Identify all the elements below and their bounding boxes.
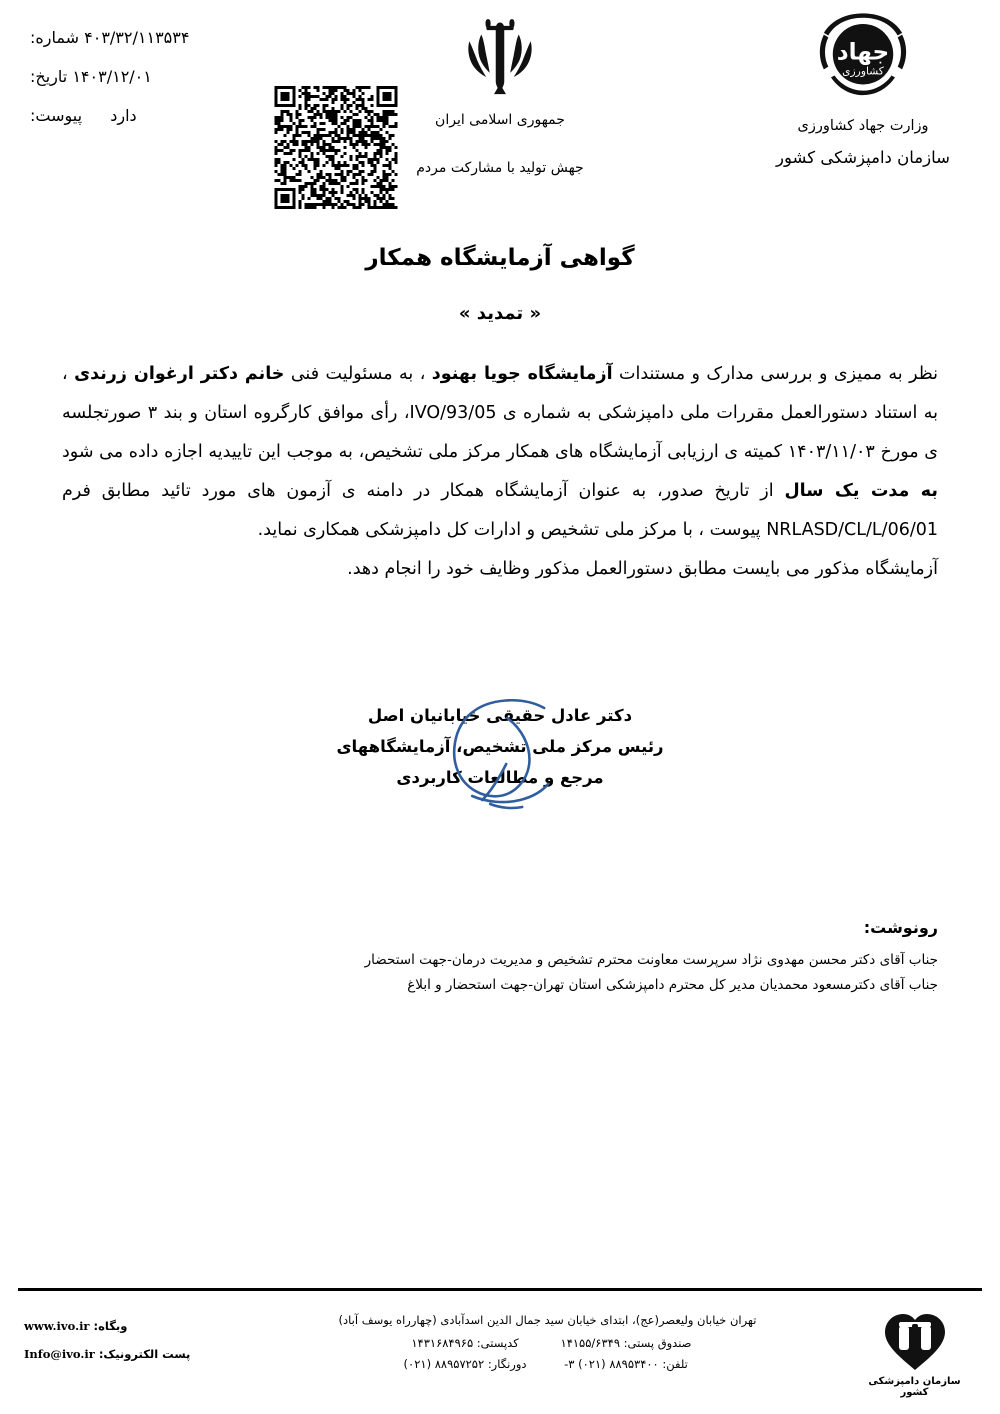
document-meta [30, 30, 280, 147]
footer-contact-grid [263, 1333, 832, 1375]
signer-name: دکتر عادل حقیقی خیابانیان اصل [367, 706, 633, 725]
page-title: گواهی آزمایشگاه همکار [365, 245, 635, 271]
footer-email-row[interactable] [24, 1340, 234, 1368]
footer-fax-row [404, 1354, 527, 1375]
signature-block [0, 700, 1000, 793]
meta-date-row [30, 69, 280, 85]
footer-phone-row [561, 1354, 692, 1375]
footer-website-label: وبگاه: [93, 1319, 128, 1333]
body-text-1: نظر به ممیزی و بررسی مدارک و مستندات [612, 364, 938, 384]
organization-name: سازمان دامپزشکی کشور [776, 148, 950, 168]
meeting-date: ۱۴۰۳/۱۱/۰۳ [787, 442, 875, 462]
qr-code[interactable] [272, 86, 400, 209]
qr-code-graphic [272, 86, 400, 209]
footer-logo-caption: سازمان دامپزشکی کشور [868, 1376, 961, 1398]
header-right-organization [748, 8, 978, 173]
meta-number-row [30, 30, 280, 46]
iran-national-emblem [457, 14, 543, 106]
footer-web-block [24, 1312, 234, 1368]
cc-item: جناب آقای دکترمسعود محمدیان مدیر کل محترم دامپزشکی استان تهران-جهت استحضار و ابلاغ [407, 977, 938, 993]
technical-manager-name: خانم دکتر ارغوان زرندی [74, 364, 285, 384]
footer-phone-label: تلفن: [662, 1357, 688, 1371]
footer-postal-code-row [404, 1333, 527, 1354]
country-name: جمهوری اسلامی ایران [435, 112, 565, 128]
meta-date-value: ۱۴۰۳/۱۲/۰۱ [72, 67, 152, 86]
footer-fax-label: دورنگار: [487, 1357, 527, 1371]
meta-date-label: تاریخ: [30, 67, 68, 86]
jahad-keshavarzi-emblem [809, 8, 917, 104]
footer-website-row[interactable] [24, 1312, 234, 1340]
meta-number-value: ۴۰۳/۳۲/۱۱۳۵۳۴ [84, 28, 190, 47]
footer-divider [18, 1288, 982, 1291]
footer-contact-col-right [561, 1333, 692, 1375]
ministry-name: وزارت جهاد کشاورزی [797, 118, 929, 134]
meta-attachment-row [30, 108, 280, 124]
footer-fax-value: ۸۸۹۵۷۲۵۲ (۰۲۱) [403, 1357, 485, 1371]
validity-duration: به مدت یک سال [784, 481, 938, 501]
footer-email-label: پست الکترونیک: [98, 1347, 191, 1361]
signer-title-line-2: مرجع و مطالعات کاربردی [396, 768, 604, 787]
svg-text:همه با هم: همه با هم [848, 24, 878, 34]
cc-section [62, 918, 938, 998]
signer-title-line-1: رئیس مرکز ملی تشخیص، آزمایشگاههای [336, 737, 664, 756]
cc-title: رونوشت: [863, 918, 938, 937]
meta-attachment-value: دارد [110, 106, 137, 125]
footer-postal-code-label: کدپستی: [476, 1336, 519, 1350]
footer-email-value[interactable]: Info@ivo.ir [24, 1347, 95, 1361]
lab-name: آزمایشگاه جویا بهنود [431, 364, 613, 384]
footer-phone-value: ۸۸۹۵۳۴۰۰ (۰۲۱) ۳- [564, 1357, 659, 1371]
footer-contact-block [263, 1310, 832, 1375]
cc-item: جناب آقای دکتر محسن مهدوی نژاد سرپرست معاونت محترم تشخیص و مدیریت درمان-جهت استحضار [364, 952, 938, 968]
instruction-number: IVO/93/05 [409, 403, 497, 423]
signature-box [336, 700, 663, 793]
ivo-organization-logo [875, 1312, 955, 1374]
page-subtitle: « تمدید » [458, 303, 542, 324]
body-text-5: کمیته ی ارزیابی آزمایشگاه های همکار مرکز ملی تشخیص، به موجب این تاییدیه اجازه داده می شود [62, 442, 788, 462]
footer-po-box-value: ۱۴۱۵۵/۶۳۴۹ [560, 1336, 620, 1350]
national-motto: جهش تولید با مشارکت مردم [416, 160, 584, 176]
body-paragraph-closing: آزمایشگاه مذکور می بایست مطابق دستورالعمل مذکور وظایف خود را انجام دهد. [347, 559, 938, 579]
body-text-3: ، به استناد دستورالعمل مقررات ملی دامپزشکی به شماره ی [62, 364, 938, 423]
meta-number-label: شماره: [30, 28, 80, 47]
footer-address: تهران خیابان ولیعصر(عج)، ابتدای خیابان سید جمال الدین اسدآبادی (چهارراه یوسف آباد) [338, 1313, 757, 1327]
document-body [62, 355, 938, 589]
footer-postal-code-value: ۱۴۳۱۶۸۴۹۶۵ [411, 1336, 474, 1350]
body-text-4: ، رأی موافق کارگروه استان و بند ۳ صورتجلسه ی مورخ [62, 403, 938, 462]
body-text-7: پیوست ، با مرکز ملی تشخیص و ادارات کل دامپزشکی همکاری نماید. [257, 520, 767, 540]
footer-website-value[interactable]: www.ivo.ir [24, 1319, 90, 1333]
meta-attachment-label: پیوست: [30, 106, 83, 125]
body-text-2: ، به مسئولیت فنی [284, 364, 432, 384]
footer-logo-block [857, 1312, 972, 1398]
svg-text:جهاد: جهاد [836, 39, 890, 66]
footer-po-box-row [561, 1333, 692, 1354]
footer-contact-col-left [404, 1333, 527, 1375]
body-paragraph-main [62, 355, 938, 550]
body-text-6: از تاریخ صدور، به عنوان آزمایشگاه همکار در دامنه ی آزمون های مورد تائید مطابق فرم [62, 481, 785, 501]
footer-po-box-label: صندوق پستی: [623, 1336, 692, 1350]
svg-text:کشاورزی: کشاورزی [842, 64, 884, 78]
form-number: NRLASD/CL/L/06/01 [766, 520, 938, 540]
footer [18, 1310, 982, 1410]
